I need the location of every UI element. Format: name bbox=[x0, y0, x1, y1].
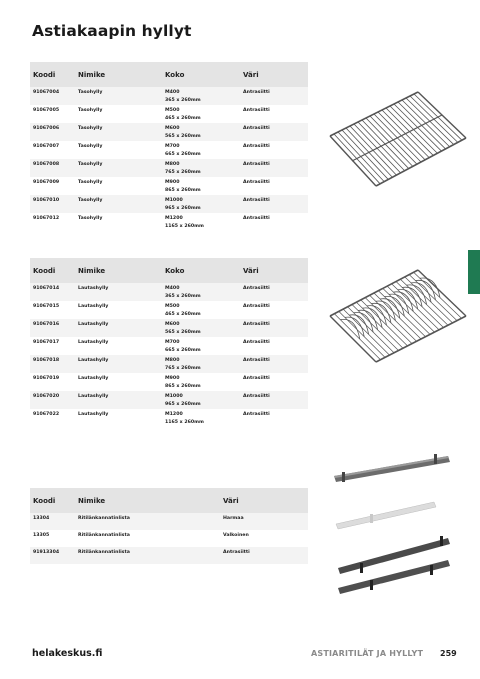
page-number: 259 bbox=[440, 649, 457, 658]
table-header-row bbox=[30, 62, 308, 87]
size-dimensions: 665 x 260mm bbox=[165, 348, 201, 353]
size-dimensions: 565 x 260mm bbox=[165, 330, 201, 335]
size-dimensions: 465 x 260mm bbox=[165, 116, 201, 121]
cell-code: 13304 bbox=[30, 513, 75, 530]
cell-name: Tasohylly bbox=[75, 213, 162, 231]
cell-color: Antrasiitti bbox=[240, 355, 308, 373]
cell-size bbox=[162, 87, 240, 105]
table-row bbox=[30, 195, 308, 213]
table-row bbox=[30, 105, 308, 123]
size-model: M700 bbox=[165, 340, 180, 345]
cell-size bbox=[162, 373, 240, 391]
cell-code: 91067022 bbox=[30, 409, 75, 427]
cell-size bbox=[162, 301, 240, 319]
size-dimensions: 865 x 260mm bbox=[165, 384, 201, 389]
plate-shelf-table bbox=[30, 258, 308, 427]
size-dimensions: 365 x 260mm bbox=[165, 98, 201, 103]
cell-color: Antrasiitti bbox=[240, 105, 308, 123]
col-header-code: Koodi bbox=[30, 62, 75, 87]
size-dimensions: 565 x 260mm bbox=[165, 134, 201, 139]
cell-name: Lautashylly bbox=[75, 373, 162, 391]
size-model: M500 bbox=[165, 304, 180, 309]
cell-color: Antrasiitti bbox=[240, 213, 308, 231]
support-strip-table bbox=[30, 488, 308, 564]
col-header-code: Koodi bbox=[30, 258, 75, 283]
cell-size bbox=[162, 355, 240, 373]
cell-color: Antrasiitti bbox=[240, 283, 308, 301]
cell-color: Antrasiitti bbox=[240, 391, 308, 409]
section-tab-marker bbox=[468, 250, 480, 294]
table-row bbox=[30, 213, 308, 231]
table-row bbox=[30, 123, 308, 141]
cell-code: 91067018 bbox=[30, 355, 75, 373]
cell-size bbox=[162, 213, 240, 231]
cell-name: Lautashylly bbox=[75, 355, 162, 373]
cell-color: Antrasiitti bbox=[240, 337, 308, 355]
cell-color: Antrasiitti bbox=[240, 123, 308, 141]
cell-size bbox=[162, 337, 240, 355]
size-model: M700 bbox=[165, 144, 180, 149]
cell-name: Ritilänkannatinlista bbox=[75, 513, 220, 530]
cell-name: Ritilänkannatinlista bbox=[75, 530, 220, 547]
col-header-size: Koko bbox=[162, 258, 240, 283]
table-row bbox=[30, 301, 308, 319]
cell-size bbox=[162, 409, 240, 427]
cell-code: 91067019 bbox=[30, 373, 75, 391]
table-row bbox=[30, 373, 308, 391]
cell-color: Antrasiitti bbox=[240, 159, 308, 177]
cell-code: 91913304 bbox=[30, 547, 75, 564]
cell-code: 91067005 bbox=[30, 105, 75, 123]
col-header-name: Nimike bbox=[75, 62, 162, 87]
table-row bbox=[30, 513, 308, 530]
strip-white bbox=[336, 502, 436, 529]
cell-name: Tasohylly bbox=[75, 177, 162, 195]
cell-code: 91067017 bbox=[30, 337, 75, 355]
wire-plate-rack-image bbox=[322, 258, 470, 368]
table-row bbox=[30, 87, 308, 105]
cell-size bbox=[162, 283, 240, 301]
cell-color: Antrasiitti bbox=[240, 195, 308, 213]
cell-size bbox=[162, 141, 240, 159]
cell-size bbox=[162, 123, 240, 141]
page-title: Astiakaapin hyllyt bbox=[32, 22, 192, 40]
size-model: M1200 bbox=[165, 216, 183, 221]
size-model: M800 bbox=[165, 162, 180, 167]
cell-color: Antrasiitti bbox=[240, 301, 308, 319]
size-dimensions: 865 x 260mm bbox=[165, 188, 201, 193]
col-header-name: Nimike bbox=[75, 258, 162, 283]
size-model: M900 bbox=[165, 180, 180, 185]
size-model: M600 bbox=[165, 322, 180, 327]
cell-code: 91067012 bbox=[30, 213, 75, 231]
table-row bbox=[30, 391, 308, 409]
cell-name: Lautashylly bbox=[75, 391, 162, 409]
table-row bbox=[30, 141, 308, 159]
cell-name: Lautashylly bbox=[75, 301, 162, 319]
size-dimensions: 1165 x 260mm bbox=[165, 420, 204, 425]
cell-color: Antrasiitti bbox=[220, 547, 308, 564]
cell-color: Antrasiitti bbox=[240, 177, 308, 195]
wire-flat-shelf-image bbox=[322, 82, 470, 190]
cell-name: Tasohylly bbox=[75, 123, 162, 141]
cell-code: 91067008 bbox=[30, 159, 75, 177]
cell-code: 91067015 bbox=[30, 301, 75, 319]
table-header-row bbox=[30, 258, 308, 283]
cell-name: Tasohylly bbox=[75, 141, 162, 159]
cell-name: Tasohylly bbox=[75, 195, 162, 213]
cell-name: Tasohylly bbox=[75, 159, 162, 177]
col-header-size: Koko bbox=[162, 62, 240, 87]
table-row bbox=[30, 283, 308, 301]
size-model: M900 bbox=[165, 376, 180, 381]
size-dimensions: 765 x 260mm bbox=[165, 366, 201, 371]
cell-name: Lautashylly bbox=[75, 283, 162, 301]
cell-color: Antrasiitti bbox=[240, 373, 308, 391]
table-header-row bbox=[30, 488, 308, 513]
size-model: M600 bbox=[165, 126, 180, 131]
col-header-color: Väri bbox=[240, 258, 308, 283]
size-model: M400 bbox=[165, 90, 180, 95]
col-header-name: Nimike bbox=[75, 488, 220, 513]
col-header-color: Väri bbox=[220, 488, 308, 513]
size-model: M800 bbox=[165, 358, 180, 363]
size-dimensions: 765 x 260mm bbox=[165, 170, 201, 175]
table-row bbox=[30, 159, 308, 177]
size-dimensions: 965 x 260mm bbox=[165, 402, 201, 407]
cell-color: Antrasiitti bbox=[240, 409, 308, 427]
size-model: M400 bbox=[165, 286, 180, 291]
cell-size bbox=[162, 391, 240, 409]
cell-size bbox=[162, 105, 240, 123]
col-header-code: Koodi bbox=[30, 488, 75, 513]
cell-size bbox=[162, 195, 240, 213]
table-row bbox=[30, 319, 308, 337]
footer-site: helakeskus.fi bbox=[32, 648, 103, 659]
size-dimensions: 665 x 260mm bbox=[165, 152, 201, 157]
size-dimensions: 965 x 260mm bbox=[165, 206, 201, 211]
size-model: M1000 bbox=[165, 394, 183, 399]
cell-code: 91067010 bbox=[30, 195, 75, 213]
table-row bbox=[30, 409, 308, 427]
cell-code: 91067020 bbox=[30, 391, 75, 409]
size-dimensions: 1165 x 260mm bbox=[165, 224, 204, 229]
cell-color: Antrasiitti bbox=[240, 141, 308, 159]
shelf-support-strip-image bbox=[330, 448, 470, 598]
cell-size bbox=[162, 159, 240, 177]
table-row bbox=[30, 355, 308, 373]
cell-name: Lautashylly bbox=[75, 319, 162, 337]
strip-grey bbox=[334, 454, 450, 482]
cell-size bbox=[162, 177, 240, 195]
cell-name: Tasohylly bbox=[75, 105, 162, 123]
table-row bbox=[30, 530, 308, 547]
cell-code: 13305 bbox=[30, 530, 75, 547]
cell-color: Valkoinen bbox=[220, 530, 308, 547]
cell-color: Antrasiitti bbox=[240, 87, 308, 105]
cell-code: 91067014 bbox=[30, 283, 75, 301]
cell-name: Ritilänkannatinlista bbox=[75, 547, 220, 564]
size-model: M500 bbox=[165, 108, 180, 113]
cell-code: 91067007 bbox=[30, 141, 75, 159]
footer-section: ASTIARITILÄT JA HYLLYT bbox=[311, 649, 424, 658]
cell-code: 91067009 bbox=[30, 177, 75, 195]
cell-name: Lautashylly bbox=[75, 337, 162, 355]
col-header-color: Väri bbox=[240, 62, 308, 87]
cell-color: Antrasiitti bbox=[240, 319, 308, 337]
size-model: M1200 bbox=[165, 412, 183, 417]
cell-name: Lautashylly bbox=[75, 409, 162, 427]
cell-code: 91067016 bbox=[30, 319, 75, 337]
cell-code: 91067004 bbox=[30, 87, 75, 105]
size-dimensions: 365 x 260mm bbox=[165, 294, 201, 299]
table-row bbox=[30, 177, 308, 195]
cell-name: Tasohylly bbox=[75, 87, 162, 105]
cell-code: 91067006 bbox=[30, 123, 75, 141]
table-row bbox=[30, 547, 308, 564]
size-model: M1000 bbox=[165, 198, 183, 203]
cell-size bbox=[162, 319, 240, 337]
flat-shelf-table bbox=[30, 62, 308, 231]
table-row bbox=[30, 337, 308, 355]
cell-color: Harmaa bbox=[220, 513, 308, 530]
size-dimensions: 465 x 260mm bbox=[165, 312, 201, 317]
